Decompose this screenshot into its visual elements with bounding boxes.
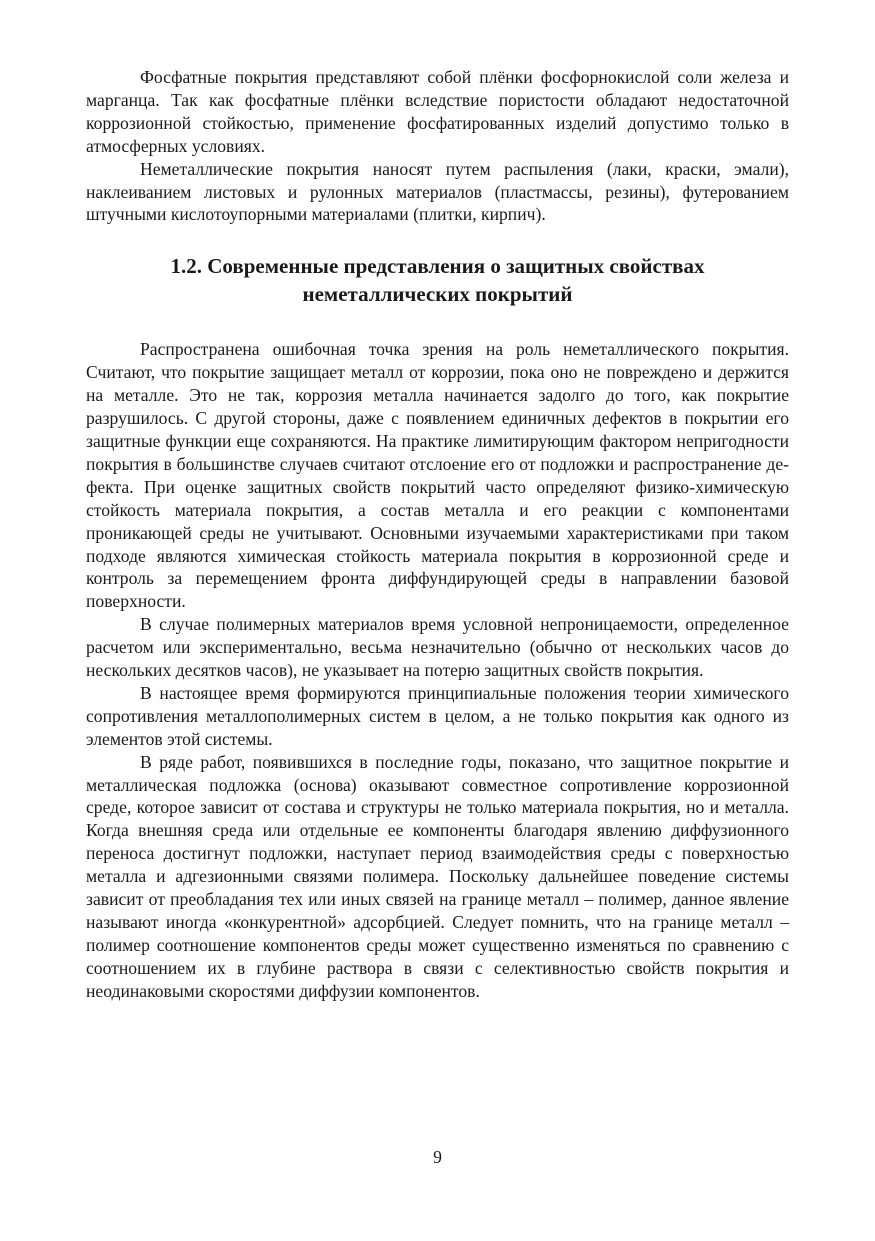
page-number: 9 xyxy=(433,1147,442,1167)
section-heading: 1.2. Современные представления о защитных свойствах неметаллических покрытий xyxy=(170,254,705,307)
section-paragraph-1: Распространена ошибочная точка зрения на роль неметаллического покрытия. Считают, что покрытие защищает металл от коррозии, пока оно не повреждено и держится на металле. Это не так, коррозия металла начинается задолго до того, как покрытие разрушилось. С другой стороны, даже с появлением единичных дефектов в покрытии его защитные функции еще сохраняются. На практике лимитирующим фактором непригодности покрытия в большинстве случаев считают отслоение его от подложки и распространение дефекта. При оценке защитных свойств покрытий часто определяют физико-химическую стойкость материала покрытия, а состав металла и его реакции с компонентами проникающей среды не учитывают. Основными изучаемыми характеристиками при таком подходе являются химическая стойкость материала покрытия в коррозионной среде и контроль за перемещением фронта диффундирующей среды в направлении базовой поверхности. xyxy=(86,339,789,612)
intro-paragraph-phosphate: Фосфатные покрытия представляют собой плёнки фосфорнокислой соли железа и марганца. Так как фосфатные плёнки вследствие пористости обладают недостаточной коррозионной стойкостью, применение фосфатированных изделий допустимо только в атмосферных условиях. xyxy=(86,67,789,156)
section-paragraph-3: В настоящее время формируются принципиальные положения теории химического сопротивления металлополимерных систем в целом, а не только покрытия как одного из элементов этой системы. xyxy=(86,682,789,749)
section-paragraph-2: В случае полимерных материалов время условной непроницаемости, определенное расчетом или экспериментально, весьма незначительно (обычно от нескольких часов до нескольких десятков часов), не указывает на потерю защитных свойств покрытия. xyxy=(86,614,789,681)
section-paragraph-4: В ряде работ, появившихся в последние годы, показано, что защитное покрытие и металлическая подложка (основа) оказывают совместное сопротивление коррозионной среде, которое зависит от состава и структуры не только материала покрытия, но и металла. Когда внешняя среда или отдельные ее компоненты благодаря явлению диффузионного переноса достигнут подложки, наступает период взаимодействия среды с поверхностью металла и адгезионными связями полимера. Поскольку дальнейшее поведение системы зависит от преобладания тех или иных связей на границе металл – полимер, данное явление называют иногда «конкурентной» адсорбцией. Следует помнить, что на границе металл – полимер соотношение компонентов среды может существенно изменяться по сравнению с соотношением их в глубине раствора в связи с селективностью свойств покрытия и неодинаковыми скоростями диффузии компонентов. xyxy=(86,751,789,1001)
intro-paragraph-nonmetallic: Неметаллические покрытия наносят путем распыления (лаки, краски, эмали), наклеиванием листовых и рулонных материалов (пластмассы, резины), футерованием штучными кислотоупорными материалами (плитки, кирпич). xyxy=(86,158,789,225)
page-body xyxy=(86,66,789,1003)
